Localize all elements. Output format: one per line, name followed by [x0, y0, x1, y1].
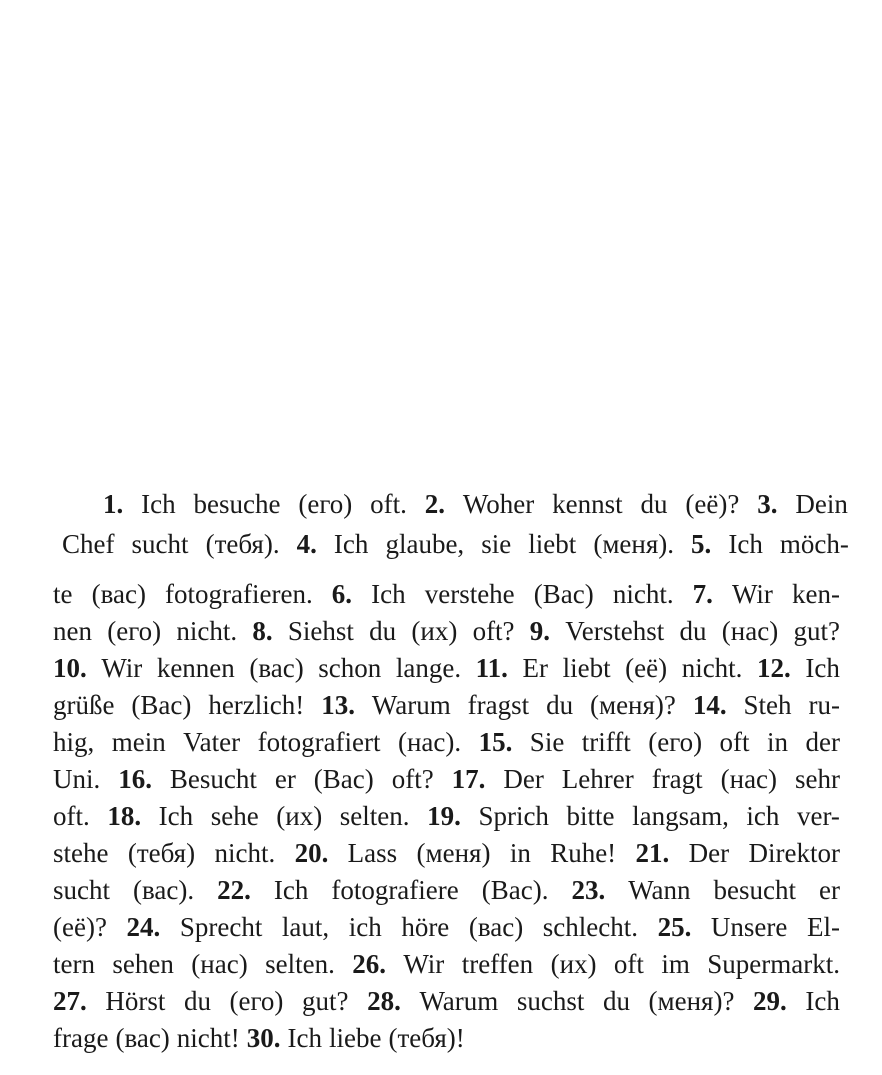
word: (вас): [91, 579, 146, 609]
word: Der: [688, 838, 730, 868]
word: (его): [229, 986, 284, 1016]
word: schlecht.: [542, 912, 639, 942]
word: (вас).: [133, 875, 195, 905]
word: (меня)?: [590, 690, 676, 720]
word: (тебя): [127, 838, 196, 868]
text-line: [103, 486, 848, 523]
word: Siehst: [287, 616, 354, 646]
exercise-number: 26.: [352, 949, 386, 979]
exercise-number: 20.: [294, 838, 329, 868]
word: verstehe: [424, 579, 515, 609]
exercise-number: 6.: [331, 579, 353, 609]
word: liebt: [528, 529, 577, 559]
word: ru-: [808, 690, 840, 720]
word: (нас).: [397, 727, 462, 757]
text-line: [53, 724, 840, 761]
exercise-number: 30.: [246, 1023, 281, 1053]
exercise-number: 1.: [103, 489, 124, 519]
exercise-number: 5.: [691, 529, 712, 559]
word: er: [819, 875, 840, 905]
exercise-number: 22.: [217, 875, 251, 905]
word: sehr: [794, 764, 840, 794]
word: stehe: [53, 838, 109, 868]
word: Direktor: [748, 838, 840, 868]
word: kennen: [156, 653, 235, 683]
word: nicht!: [176, 1023, 240, 1053]
word: suchst: [516, 986, 585, 1016]
text-line: [53, 650, 840, 687]
word: du: [369, 616, 397, 646]
word: (Вас): [131, 690, 192, 720]
word: ken-: [792, 579, 840, 609]
word: Steh: [743, 690, 792, 720]
word: tern: [53, 949, 95, 979]
word: Warum: [371, 690, 451, 720]
exercise-number: 4.: [296, 529, 317, 559]
word: (тебя).: [205, 529, 280, 559]
word: kennst: [552, 489, 623, 519]
word: oft.: [53, 801, 90, 831]
word: fragt: [651, 764, 703, 794]
word: fragst: [467, 690, 530, 720]
exercise-number: 10.: [53, 653, 87, 683]
text-line: [62, 526, 849, 563]
word: Ich: [141, 489, 176, 519]
word: (её): [625, 653, 668, 683]
word: El-: [806, 912, 840, 942]
word: oft: [719, 727, 750, 757]
word: sehen: [112, 949, 174, 979]
word: ver-: [796, 801, 840, 831]
word: (Вас).: [481, 875, 549, 905]
word: Ich: [273, 875, 309, 905]
word: Ich: [371, 579, 406, 609]
word: Uni.: [53, 764, 101, 794]
word: Chef: [62, 529, 115, 559]
word: du: [602, 986, 630, 1016]
word: Er: [522, 653, 548, 683]
word: (его): [107, 616, 162, 646]
exercise-number: 23.: [571, 875, 606, 905]
word: grüße: [53, 690, 115, 720]
word: sucht: [53, 875, 110, 905]
word: fotografiert: [257, 727, 381, 757]
word: (Вас): [533, 579, 594, 609]
word: Wir: [403, 949, 445, 979]
word: laut,: [281, 912, 330, 942]
exercise-number: 17.: [451, 764, 486, 794]
word: ich: [348, 912, 382, 942]
word: fotografieren.: [165, 579, 313, 609]
text-line: [53, 872, 840, 909]
word: du: [640, 489, 668, 519]
word: sie: [481, 529, 512, 559]
word: Lehrer: [561, 764, 634, 794]
text-line: [53, 835, 840, 872]
word: te: [53, 579, 73, 609]
exercise-number: 16.: [118, 764, 152, 794]
word: du: [679, 616, 707, 646]
text-line: [53, 909, 840, 946]
exercise-number: 3.: [757, 489, 778, 519]
word: Woher: [462, 489, 535, 519]
word: (нас): [721, 616, 779, 646]
text-line: [53, 687, 840, 724]
word: Ich: [728, 529, 763, 559]
word: Wir: [732, 579, 773, 609]
word: (вас): [115, 1023, 170, 1053]
word: Lass: [347, 838, 398, 868]
word: Ich: [333, 529, 369, 559]
exercise-number: 24.: [126, 912, 161, 942]
word: (меня).: [593, 529, 674, 559]
text-line: [53, 613, 840, 650]
exercise-number: 7.: [692, 579, 713, 609]
word: herzlich!: [208, 690, 305, 720]
word: du: [546, 690, 574, 720]
exercise-number: 18.: [107, 801, 142, 831]
word: (её)?: [685, 489, 740, 519]
word: (их): [411, 616, 458, 646]
word: Supermarkt.: [707, 949, 840, 979]
word: besuche: [193, 489, 281, 519]
word: Sie: [529, 727, 565, 757]
exercise-number: 19.: [427, 801, 461, 831]
exercise-number: 21.: [635, 838, 670, 868]
text-line: [53, 983, 840, 1020]
word: selten.: [339, 801, 410, 831]
word: Sprecht: [179, 912, 263, 942]
word: trifft: [581, 727, 631, 757]
word: sehe: [210, 801, 259, 831]
word: Vater: [183, 727, 241, 757]
word: Dein: [795, 489, 848, 519]
word: (их): [276, 801, 323, 831]
word: oft: [613, 949, 644, 979]
word: nicht.: [681, 653, 743, 683]
word: fotografiere: [331, 875, 459, 905]
word: bitte: [566, 801, 615, 831]
word: Der: [503, 764, 544, 794]
word: gut?: [302, 986, 349, 1016]
text-line: [53, 798, 840, 835]
word: oft.: [370, 489, 407, 519]
text-line: [53, 1020, 840, 1057]
word: oft?: [391, 764, 434, 794]
word: möch-: [779, 529, 849, 559]
text-line: [53, 576, 840, 613]
word: selten.: [265, 949, 335, 979]
word: Ich: [158, 801, 194, 831]
word: in: [767, 727, 789, 757]
word: langsam,: [632, 801, 729, 831]
exercise-number: 8.: [252, 616, 273, 646]
text-line: [53, 761, 840, 798]
word: Verstehst: [565, 616, 665, 646]
exercise-number: 2.: [424, 489, 446, 519]
word: hig,: [53, 727, 95, 757]
word: frage: [53, 1023, 109, 1053]
word: Ich: [287, 1023, 323, 1053]
word: mein: [111, 727, 166, 757]
exercise-number: 25.: [657, 912, 692, 942]
exercise-number: 12.: [757, 653, 791, 683]
word: (нас): [720, 764, 778, 794]
text-line: [53, 946, 840, 983]
word: (вас): [468, 912, 524, 942]
word: (нас): [191, 949, 248, 979]
word: (его): [648, 727, 703, 757]
word: nicht.: [176, 616, 238, 646]
word: in: [509, 838, 531, 868]
word: (её)?: [53, 912, 107, 942]
exercise-number: 13.: [321, 690, 355, 720]
exercise-number: 14.: [692, 690, 727, 720]
word: Hörst: [105, 986, 166, 1016]
word: Warum: [419, 986, 499, 1016]
exercise-number: 27.: [53, 986, 87, 1016]
word: Besucht: [169, 764, 257, 794]
word: treffen: [461, 949, 534, 979]
word: glaube,: [385, 529, 465, 559]
word: (меня)?: [648, 986, 735, 1016]
word: Ich: [805, 986, 840, 1016]
word: der: [805, 727, 840, 757]
word: gut?: [793, 616, 840, 646]
word: liebe: [329, 1023, 382, 1053]
word: nicht.: [612, 579, 674, 609]
word: im: [661, 949, 690, 979]
word: (вас): [249, 653, 304, 683]
word: er: [274, 764, 296, 794]
word: (его): [298, 489, 353, 519]
word: nen: [53, 616, 92, 646]
word: besucht: [713, 875, 797, 905]
word: nicht.: [214, 838, 276, 868]
word: liebt: [562, 653, 611, 683]
word: Unsere: [710, 912, 788, 942]
word: Ich: [805, 653, 840, 683]
word: lange.: [395, 653, 462, 683]
word: Sprich: [478, 801, 549, 831]
word: schon: [318, 653, 382, 683]
word: Wir: [101, 653, 143, 683]
word: höre: [401, 912, 450, 942]
word: sucht: [131, 529, 189, 559]
exercise-number: 9.: [529, 616, 551, 646]
exercise-number: 11.: [475, 653, 508, 683]
exercise-number: 15.: [478, 727, 513, 757]
word: (их): [550, 949, 597, 979]
word: (тебя)!: [388, 1023, 465, 1053]
word: Ruhe!: [550, 838, 617, 868]
word: du: [183, 986, 211, 1016]
exercise-number: 29.: [753, 986, 787, 1016]
exercise-number: 28.: [367, 986, 401, 1016]
word: (меня): [416, 838, 491, 868]
word: Wann: [628, 875, 691, 905]
word: oft?: [472, 616, 515, 646]
word: ich: [746, 801, 780, 831]
word: (Вас): [313, 764, 374, 794]
